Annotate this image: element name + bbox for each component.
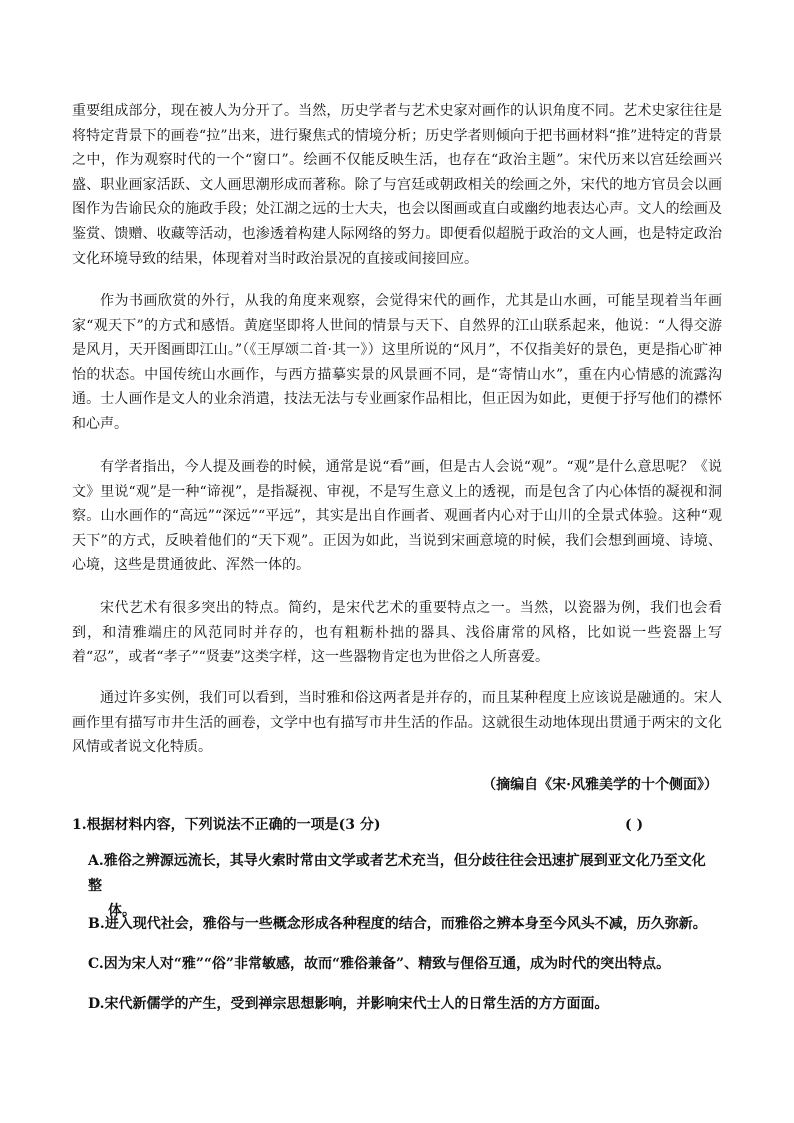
passage-source: （摘编自《宋·风雅美学的十个侧面》） <box>482 777 718 793</box>
question-1 <box>72 814 722 836</box>
option-a-line-2: 体。 <box>108 903 136 919</box>
question-stem: 1.根据材料内容，下列说法不正确的一项是(3 分) <box>72 817 381 833</box>
passage-paragraph-4: 宋代艺术有很多突出的特点。简约，是宋代艺术的重要特点之一。当然，以瓷器为例，我们也会看到，和清雅端庄的风范同时并存的，也有粗粝朴拙的器具、浅俗庸常的风格，比如说一些瓷器上写着“忍”，或者“孝子”“贤妻”这类字样，这一些器物肯定也为世俗之人所喜爱。 <box>72 600 722 666</box>
option-c: C.因为宋人对“雅”“俗”非常敏感，故而“雅俗兼备”、精致与俚俗互通，成为时代的突出特点。 <box>88 956 671 972</box>
option-b: B.进入现代社会，雅俗与一些概念形成各种程度的结合，而雅俗之辨本身至今风头不减，历久弥新。 <box>88 916 707 932</box>
option-a-line-1: A.雅俗之辨源远流长，其导火索时常由文学或者艺术充当，但分歧往往会迅速扩展到亚文化乃至文化整 <box>88 853 706 894</box>
answer-blank: ( ) <box>625 817 644 833</box>
option-d: D.宋代新儒学的产生，受到禅宗思想影响，并影响宋代士人的日常生活的方方面面。 <box>88 996 609 1012</box>
passage-paragraph-5: 通过许多实例，我们可以看到，当时雅和俗这两者是并存的，而且某种程度上应该说是融通的。宋人画作里有描写市井生活的画卷，文学中也有描写市井生活的作品。这就很生动地体现出贯通于两宋的文化风情或者说文化特质。 <box>72 690 722 756</box>
passage-paragraph-3: 有学者指出，今人提及画卷的时候，通常是说“看”画，但是古人会说“观”。“观”是什么意思呢？《说文》里说“观”是一种“谛视”，是指凝视、审视，不是写生意义上的透视，而是包含了内心体悟的凝视和洞察。山水画作的“高远”“深远”“平远”，其实是出自作画者、观画者内心对于山川的全景式体验。这种“观天下”的方式，反映着他们的“天下观”。正因为如此，当说到宋画意境的时候，我们会想到画境、诗境、心境，这些是贯通彼此、浑然一体的。 <box>72 459 722 574</box>
passage-paragraph-2: 作为书画欣赏的外行，从我的角度来观察，会觉得宋代的画作，尤其是山水画，可能呈现着当年画家“观天下”的方式和感悟。黄庭坚即将人世间的情景与天下、自然界的江山联系起来，他说：“人得交游是风月，天开图画即江山。”（《王厚颂二首·其一》）这里所说的“风月”，不仅指美好的景色，更是指心旷神怡的状态。中国传统山水画作，与西方描摹实景的风景画不同，是“寄情山水”，重在内心情感的流露沟通。士人画作是文人的业余消遣，技法无法与专业画家作品相比，但正因为如此，更便于抒写他们的襟怀和心声。 <box>72 293 722 432</box>
passage-paragraph-1: 重要组成部分，现在被人为分开了。当然，历史学者与艺术史家对画作的认识角度不同。艺术史家往往是将特定背景下的画卷“拉”出来，进行聚焦式的情境分析；历史学者则倾向于把书画材料“推”进特定的背景之中，作为观察时代的一个“窗口”。绘画不仅能反映生活，也存在“政治主题”。宋代历来以宫廷绘画兴盛、职业画家活跃、文人画思潮形成而著称。除了与宫廷或朝政相关的绘画之外，宋代的地方官员会以画图作为告谕民众的施政手段；处江湖之远的士大夫，也会以图画或直白或幽约地表达心声。文人的绘画及鉴赏、馈赠、收藏等活动，也渗透着构建人际网络的努力。即便看似超脱于政治的文人画，也是特定政治文化环境导致的结果，体现着对当时政治景况的直接或间接回应。 <box>72 103 722 267</box>
